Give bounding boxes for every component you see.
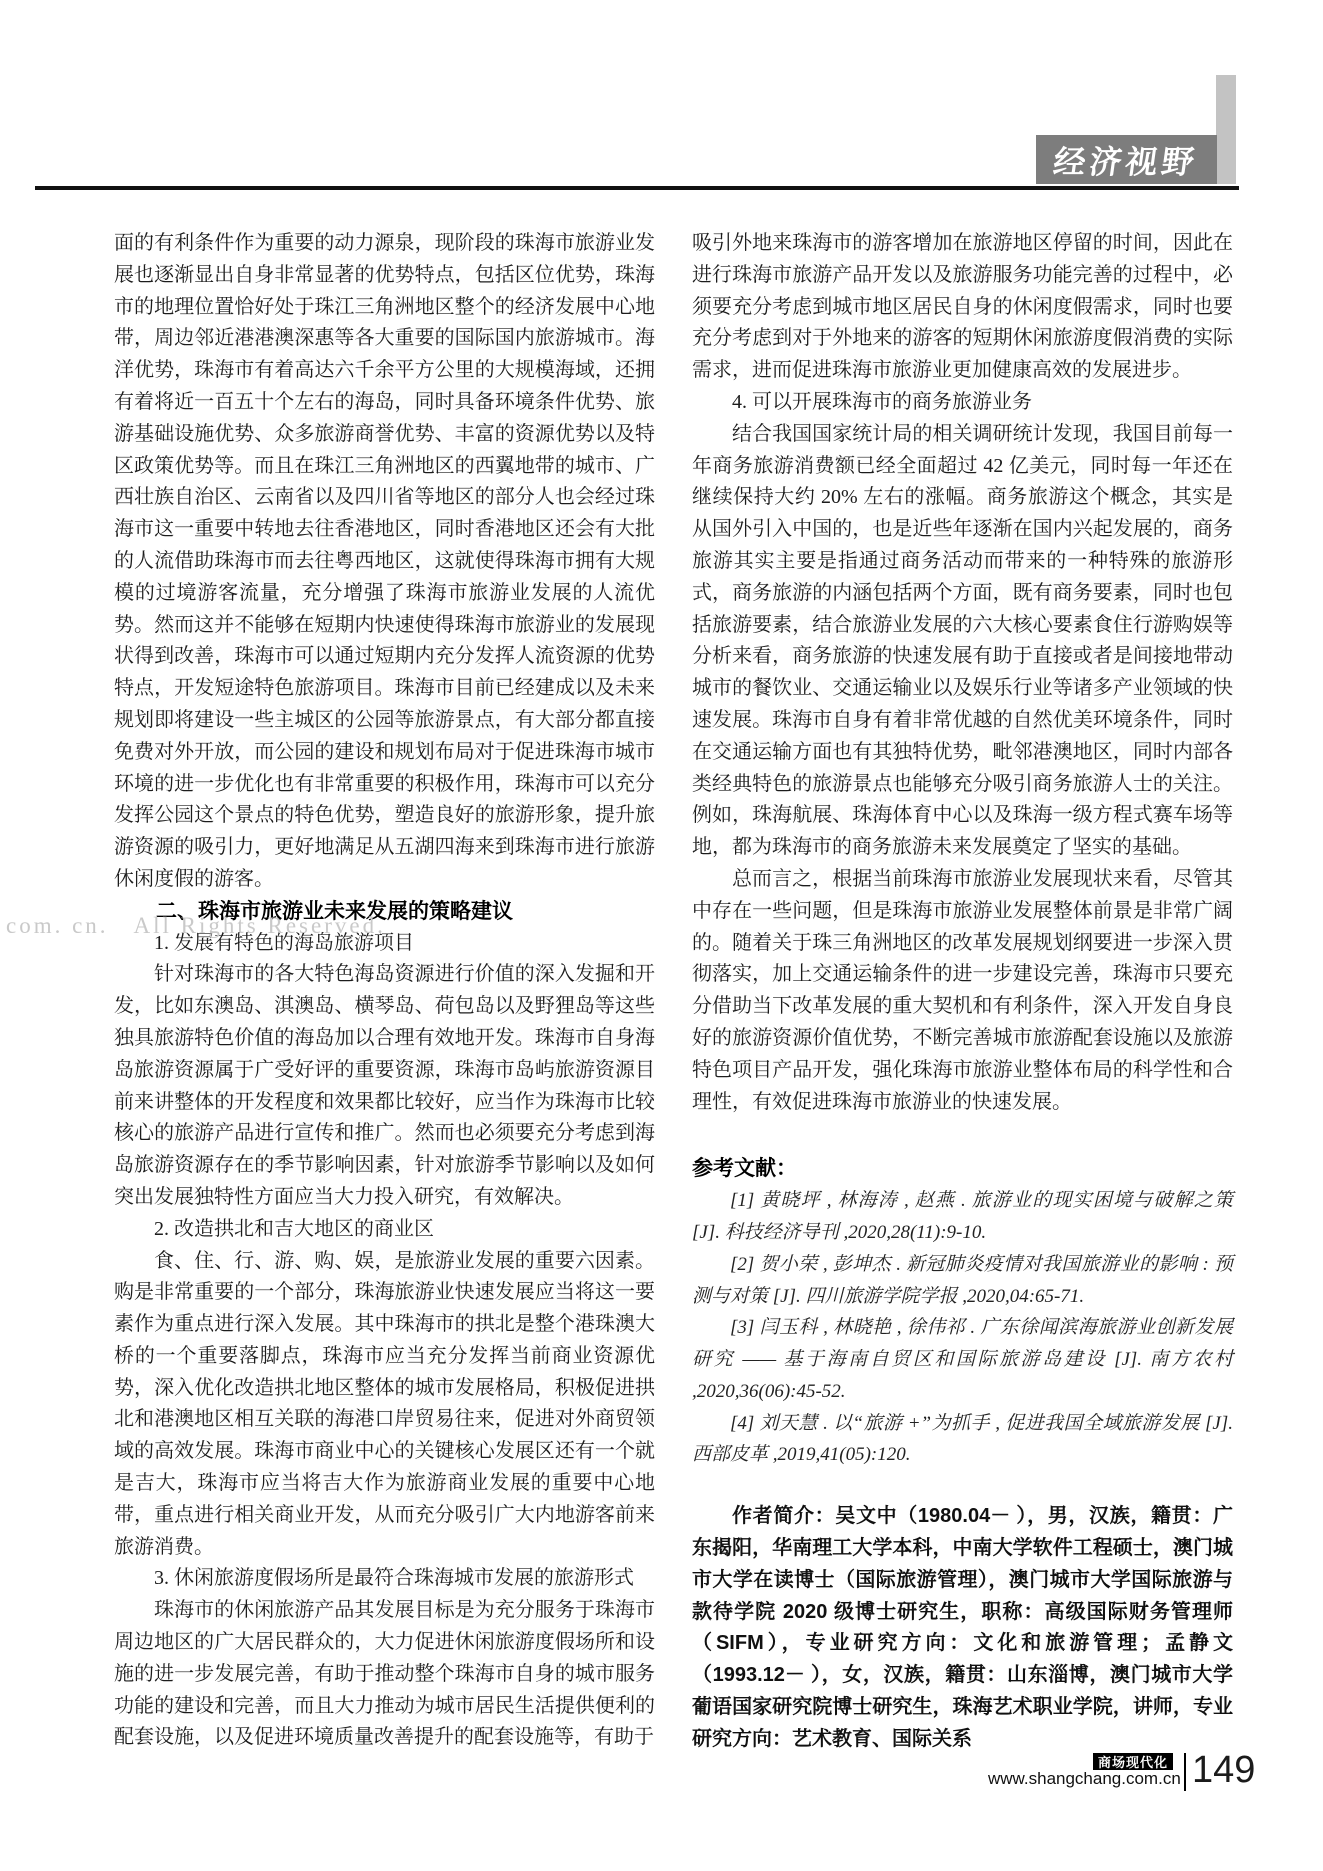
paragraph: 珠海市的休闲旅游产品其发展目标是为充分服务于珠海市周边地区的广大居民群众的，大力促进休闲旅游度假场所和设施的进一步发展完善，有助于推动整个珠海市自身的城市服务功能的建设和完善，而且大力推动为城市居民生活提供便利的配套设施，以及促进环境质量改善提升的配套设施等，有助于 bbox=[114, 1599, 655, 1749]
subsection-heading: 1. 发展有特色的海岛旅游项目 bbox=[154, 931, 414, 954]
reference-item: [4] 刘天慧 . 以“旅游 +”为抓手 , 促进我国全域旅游发展 [J]. 西部皮革 ,2019,41(05):120. bbox=[692, 1412, 1233, 1466]
header-accent-bar bbox=[1216, 75, 1236, 184]
paragraph: 结合我国国家统计局的相关调研统计发现，我国目前每一年商务旅游消费额已经全面超过 42 亿美元，同时每一年还在继续保持大约 20% 左右的涨幅。商务旅游这个概念，其实是从国外引入中国的，也是近些年逐渐在国内兴起发展的，商务旅游其实主要是指通过商务活动而带来的一种特殊的旅游形式，商务旅游的内涵包括两个方面，既有商务要素，同时也包括旅游要素，结合旅游业发展的六大核心要素食住行游购娱等分析来看，商务旅游的快速发展有助于直接或者是间接地带动城市的餐饮业、交通运输业以及娱乐行业等诸多产业领域的快速发展。珠海市自身有着非常优越的自然优美环境条件，同时在交通运输方面也有其独特优势，毗邻港澳地区，同时内部各类经典特色的旅游景点也能够充分吸引商务旅游人士的关注。例如，珠海航展、珠海体育中心以及珠海一级方程式赛车场等地，都为珠海市的商务旅游未来发展奠定了坚实的基础。 bbox=[692, 422, 1233, 859]
right-column bbox=[692, 228, 1233, 1756]
journal-logo: 商场现代化 bbox=[1093, 1753, 1173, 1770]
references-heading: 参考文献： bbox=[692, 1157, 797, 1181]
paragraph: 吸引外地来珠海市的游客增加在旅游地区停留的时间，因此在进行珠海市旅游产品开发以及旅游服务功能完善的过程中，必须要充分考虑到城市地区居民自身的休闲度假需求，同时也要充分考虑到对于外地来的游客的短期休闲旅游度假消费的实际需求，进而促进珠海市旅游业更加健康高效的发展进步。 bbox=[692, 232, 1233, 382]
section-heading: 二、珠海市旅游业未来发展的策略建议 bbox=[156, 899, 513, 923]
reference-item: [2] 贺小荣 , 彭坤杰 . 新冠肺炎疫情对我国旅游业的影响 : 预测与对策 [J]. 四川旅游学院学报 ,2020,04:65-71. bbox=[692, 1253, 1233, 1307]
subsection-heading: 3. 休闲旅游度假场所是最符合珠海城市发展的旅游形式 bbox=[154, 1567, 634, 1590]
article-body bbox=[114, 228, 1233, 1756]
subsection-heading: 4. 可以开展珠海市的商务旅游业务 bbox=[732, 390, 1032, 413]
paragraph: 面的有利条件作为重要的动力源泉，现阶段的珠海市旅游业发展也逐渐显出自身非常显著的优势特点，包括区位优势，珠海市的地理位置恰好处于珠江三角洲地区整个的经济发展中心地带，周边邻近港港澳深惠等各大重要的国际国内旅游城市。海洋优势，珠海市有着高达六千余平方公里的大规模海域，还拥有着将近一百五十个左右的海岛，同时具备环境条件优势、旅游基础设施优势、众多旅游商誉优势、丰富的资源优势以及特区政策优势等。而且在珠江三角洲地区的西翼地带的城市、广西壮族自治区、云南省以及四川省等地区的部分人也会经过珠海市这一重要中转地去往香港地区，同时香港地区还会有大批的人流借助珠海市而去往粤西地区，这就使得珠海市拥有大规模的过境游客流量，充分增强了珠海市旅游业发展的人流优势。然而这并不能够在短期内快速使得珠海市旅游业的发展现状得到改善，珠海市可以通过短期内充分发挥人流资源的优势特点，开发短途特色旅游项目。珠海市目前已经建成以及未来规划即将建设一些主城区的公园等旅游景点，有大部分都直接免费对外开放，而公园的建设和规划布局对于促进珠海市城市环境的进一步优化也有非常重要的积极作用，珠海市可以充分发挥公园这个景点的特色优势，塑造良好的旅游形象，提升旅游资源的吸引力，更好地满足从五湖四海来到珠海市进行旅游休闲度假的游客。 bbox=[114, 232, 655, 890]
subsection-heading: 2. 改造拱北和吉大地区的商业区 bbox=[154, 1217, 434, 1240]
footer-divider bbox=[1184, 1753, 1186, 1791]
reference-item: [3] 闫玉科 , 林晓艳 , 徐伟祁 . 广东徐闻滨海旅游业创新发展研究 —— 基于海南自贸区和国际旅游岛建设 [J]. 南方农村 ,2020,36(06):45-52. bbox=[692, 1317, 1233, 1402]
left-column bbox=[114, 228, 655, 1756]
section-badge bbox=[1036, 135, 1217, 184]
header-rule bbox=[35, 186, 1239, 190]
journal-website: www.shangchang.com.cn bbox=[988, 1769, 1181, 1788]
reference-item: [1] 黄晓坪 , 林海涛 , 赵燕 . 旅游业的现实困境与破解之策 [J]. 科技经济导刊 ,2020,28(11):9-10. bbox=[692, 1190, 1233, 1243]
author-bio: 作者简介：吴文中（1980.04－ ），男，汉族，籍贯：广东揭阳，华南理工大学本科，中南大学软件工程硕士，澳门城市大学在读博士（国际旅游管理），澳门城市大学国际旅游与款待学院 2020 级博士研究生，职称：高级国际财务管理师（SIFM），专业研究方向：文化和旅游管理；孟静文（1993.12－ ），女，汉族，籍贯：山东淄博，澳门城市大学葡语国家研究院博士研究生，珠海艺术职业学院，讲师，专业研究方向：艺术教育、国际关系 bbox=[692, 1505, 1233, 1750]
section-badge-label: 经济视野 bbox=[1051, 143, 1201, 180]
copyright-watermark: com. cn. All Rights Reserved. bbox=[6, 913, 386, 938]
paragraph: 针对珠海市的各大特色海岛资源进行价值的深入发掘和开发，比如东澳岛、淇澳岛、横琴岛、荷包岛以及野狸岛等这些独具旅游特色价值的海岛加以合理有效地开发。珠海市自身海岛旅游资源属于广受好评的重要资源，珠海市岛屿旅游资源目前来讲整体的开发程度和效果都比较好，应当作为珠海市比较核心的旅游产品进行宣传和推广。然而也必须要充分考虑到海岛旅游资源存在的季节影响因素，针对旅游季节影响以及如何突出发展独特性方面应当大力投入研究，有效解决。 bbox=[114, 963, 655, 1208]
paragraph: 总而言之，根据当前珠海市旅游业发展现状来看，尽管其中存在一些问题，但是珠海市旅游业发展整体前景是非常广阔的。随着关于珠三角洲地区的改革发展规划纲要进一步深入贯彻落实，加上交通运输条件的进一步建设完善，珠海市只要充分借助当下改革发展的重大契机和有利条件，深入开发自身良好的旅游资源价值优势，不断完善城市旅游配套设施以及旅游特色项目产品开发，强化珠海市旅游业整体布局的科学性和合理性，有效促进珠海市旅游业的快速发展。 bbox=[692, 867, 1233, 1113]
page-number: 149 bbox=[1192, 1749, 1256, 1791]
paragraph: 食、住、行、游、购、娱，是旅游业发展的重要六因素。购是非常重要的一个部分，珠海旅游业快速发展应当将这一要素作为重点进行深入发展。其中珠海市的拱北是整个港珠澳大桥的一个重要落脚点，珠海市应当充分发挥当前商业资源优势，深入优化改造拱北地区整体的城市发展格局，积极促进拱北和港澳地区相互关联的海港口岸贸易往来，促进对外商贸领域的高效发展。珠海市商业中心的关键核心发展区还有一个就是吉大，珠海市应当将吉大作为旅游商业发展的重要中心地带，重点进行相关商业开发，从而充分吸引广大内地游客前来旅游消费。 bbox=[114, 1249, 655, 1558]
